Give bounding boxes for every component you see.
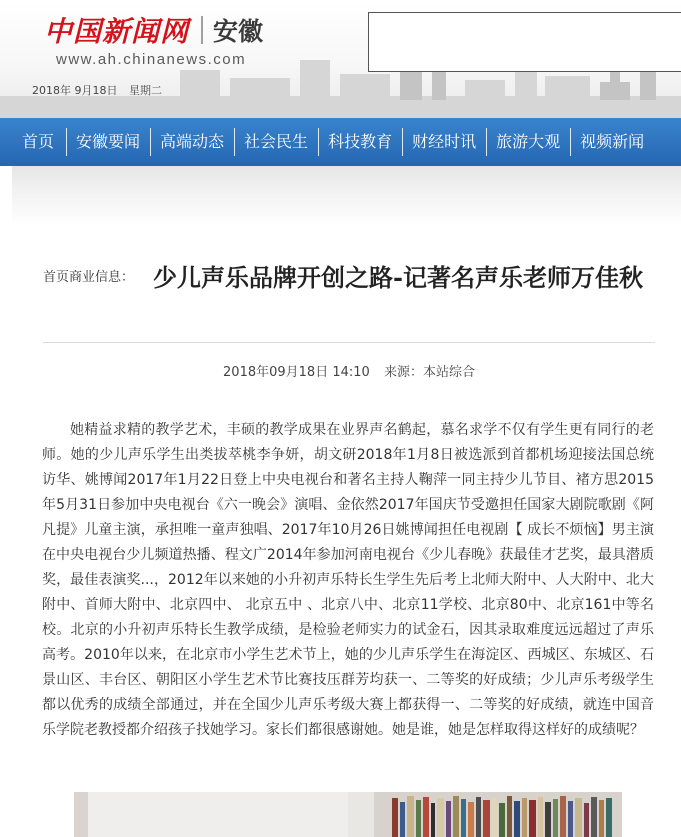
logo-region: 安徽 bbox=[213, 17, 264, 46]
article-source: 来源：本站综合 bbox=[383, 365, 475, 380]
nav-item-finance[interactable]: 财经时讯 bbox=[402, 118, 486, 166]
logo-text: 中国新闻网 bbox=[44, 15, 190, 48]
logo-divider bbox=[201, 16, 203, 44]
nav-item-sci-edu[interactable]: 科技教育 bbox=[318, 118, 402, 166]
nav-item-travel[interactable]: 旅游大观 bbox=[486, 118, 570, 166]
nav-item-video[interactable]: 视频新闻 bbox=[570, 118, 654, 166]
site-logo[interactable] bbox=[44, 12, 263, 48]
site-header bbox=[0, 0, 681, 118]
header-date bbox=[32, 82, 162, 98]
nav-item-home[interactable]: 首页 bbox=[22, 132, 55, 151]
nav-item-society[interactable]: 社会民生 bbox=[234, 118, 318, 166]
article-body: 她精益求精的教学艺术，丰硕的教学成果在业界声名鹤起，慕名求学不仅有学生更有同行的老师。她的少儿声乐学生出类拔萃桃李争妍，胡文研2018年1月8日被选派到首都机场迎接法国总统访华、姚博闻2017年1月22日登上中央电视台和著名主持人鞠萍一同主持少儿节目、褚方思2015年5月31日参加中央电视台《六一晚会》演唱、金依然2017年国庆节受邀担任国家大剧院歌剧《阿凡提》儿童主演，承担唯一童声独唱、2017年10月26日姚博闻担任电视剧【 成长不烦恼】男主演在中央电视台少儿频道热播、程文广2014年参加河南电视台《少儿春晚》获最佳才艺奖，最具潜质奖，最佳表演奖...，2012年以来她的小升初声乐特长生学生先后考上北师大附中、人大附中、北大附中、首师大附中、北京四中、 北京五中 、北京八中、北京11学校、北京80中、北京161中等名校。北京的小升初声乐特长生教学成绩，是检验老师实力的试金石，因其录取难度远远超过了声乐高考。2010年以来，在北京市小学生艺术节上，她的少儿声乐学生在海淀区、西城区、东城区、石景山区、丰台区、朝阳区小学生艺术节比赛技压群芳均获一、二等奖的好成绩；少儿声乐考级学生都以优秀的成绩全部通过，并在全国少儿声乐考级大赛上都获得一、二等奖的好成绩，就连中国音乐学院老教授都介绍孩子找她学习。家长们都很感谢她。她是谁，她是怎样取得这样好的成绩呢？ bbox=[42, 422, 654, 738]
article-meta bbox=[0, 361, 681, 380]
article-photo bbox=[74, 792, 624, 837]
banner-shade bbox=[12, 166, 681, 226]
article-datetime: 2018年09月18日 14:10 bbox=[223, 365, 370, 380]
site-url: www.ah.chinanews.com bbox=[56, 51, 247, 68]
nav-item-highend[interactable]: 高端动态 bbox=[150, 118, 234, 166]
header-ad-box[interactable] bbox=[368, 12, 681, 72]
breadcrumb[interactable]: 首页商业信息： bbox=[43, 270, 135, 285]
weekday-text: 星期二 bbox=[129, 84, 162, 97]
date-text: 2018年 9月18日 bbox=[32, 84, 118, 97]
nav-item-anhui-news[interactable]: 安徽要闻 bbox=[66, 118, 150, 166]
article-title: 少儿声乐品牌开创之路-记著名声乐老师万佳秋 bbox=[153, 263, 643, 292]
main-nav bbox=[0, 118, 681, 166]
title-divider bbox=[43, 342, 655, 343]
